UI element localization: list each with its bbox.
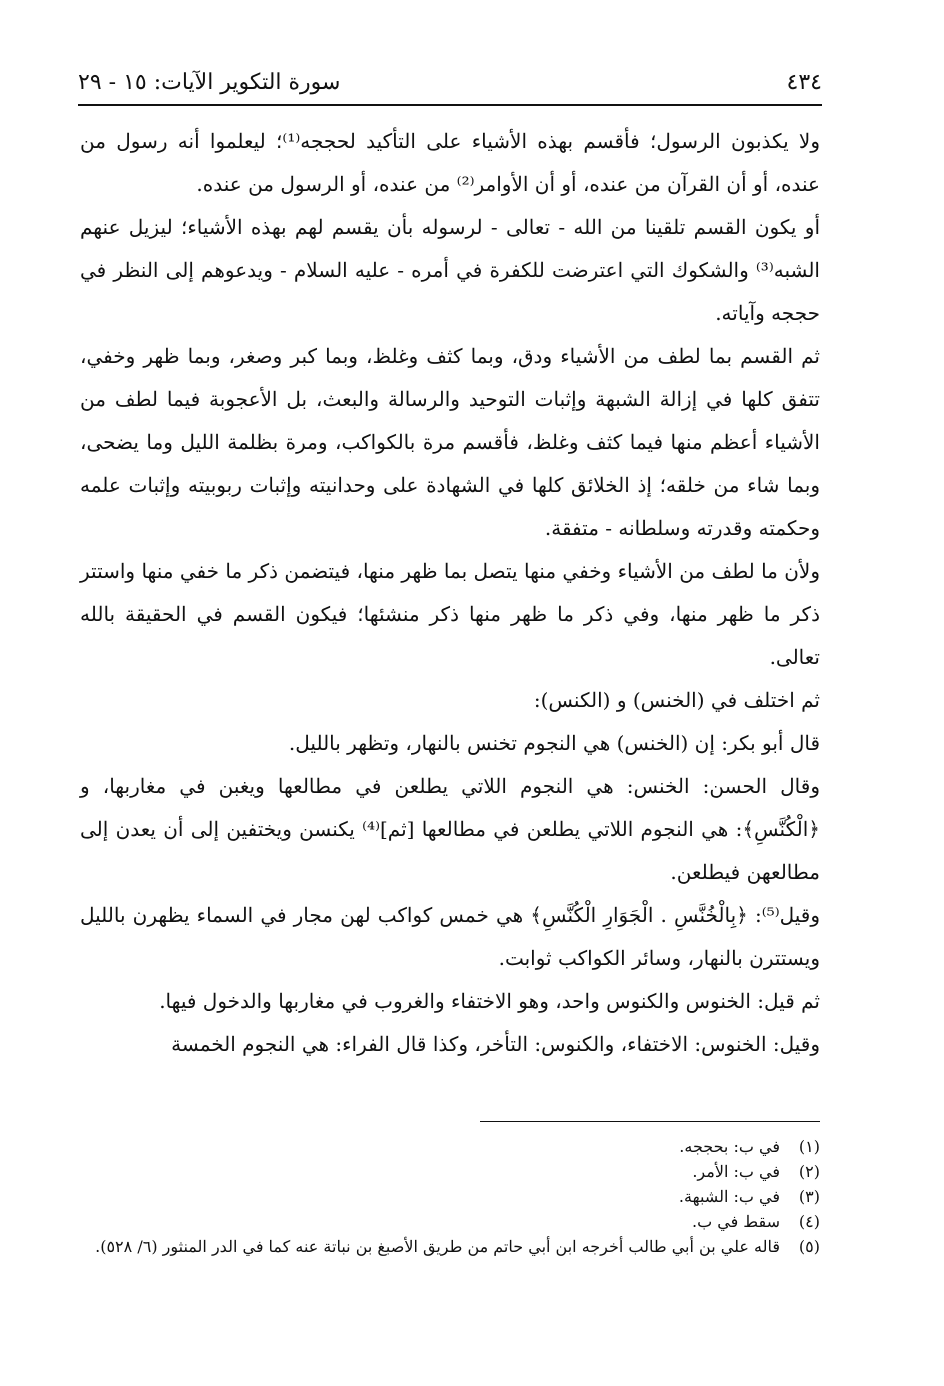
paragraph: ثم قيل: الخنوس والكنوس واحد، وهو الاختفاء والغروب في مغاربها والدخول فيها. xyxy=(159,989,820,1013)
footnote-number: (٥) xyxy=(798,1237,820,1256)
footnote xyxy=(80,1159,820,1184)
footnote xyxy=(80,1209,820,1234)
paragraph: وقال الحسن: الخنس: هي النجوم اللاتي يطلعن في مطالعها ويغبن في مغاربها، و ﴿الْكُنَّسِ﴾: هي النجوم اللاتي يطلعن في مطالعها [ثم]⁽⁴⁾ يكنسن ويختفين إلى أن يعدن إلى مطالعهن فيطلعن. xyxy=(80,774,820,884)
footnote xyxy=(80,1234,820,1259)
paragraph: أو يكون القسم تلقينا من الله - تعالى - لرسوله بأن يقسم لهم بهذه الأشياء؛ ليزيل عنهم الشبه⁽³⁾ والشكوك التي اعترضت للكفرة في أمره - عليه السلام - ويدعوهم إلى النظر في حججه وآياته. xyxy=(80,215,820,325)
footnote-number: (٣) xyxy=(798,1187,820,1206)
running-title: سورة التكوير الآيات: ١٥ - ٢٩ xyxy=(78,69,341,95)
footnote-text: في ب: بحججه. xyxy=(679,1137,780,1156)
paragraph: قال أبو بكر: إن (الخنس) هي النجوم تخنس بالنهار، وتظهر بالليل. xyxy=(288,731,820,755)
footnote-text: قاله علي بن أبي طالب أخرجه ابن أبي حاتم من طريق الأصبغ بن نباتة عنه كما في الدر المنثور (٦/ ٥٢٨). xyxy=(95,1237,780,1256)
footnote-text: سقط في ب. xyxy=(692,1212,780,1231)
footnote-text: في ب: الأمر. xyxy=(692,1162,780,1181)
footnote-text: في ب: الشبهة. xyxy=(678,1187,780,1206)
footnote-number: (١) xyxy=(798,1137,820,1156)
footnote xyxy=(80,1134,820,1159)
page-number: ٤٣٤ xyxy=(786,69,822,95)
paragraph: ولا يكذبون الرسول؛ فأقسم بهذه الأشياء على التأكيد لحججه⁽¹⁾؛ ليعلموا أنه رسول من عنده، أو أن القرآن من عنده، أو أن الأوامر⁽²⁾ من عنده، أو الرسول من عنده. xyxy=(80,129,820,196)
footnote-number: (٤) xyxy=(798,1212,820,1231)
header-rule xyxy=(78,104,822,106)
paragraph: ثم القسم بما لطف من الأشياء ودق، وبما كثف وغلظ، وبما كبر وصغر، وبما ظهر وخفي، تتفق كلها في إزالة الشبهة وإثبات التوحيد والرسالة والبعث، بل الأعجوبة فيما لطف من الأشياء أعظم منها فيما كثف وغلظ، فأقسم مرة بالكواكب، ومرة بظلمة الليل وما يضحى، وبما شاء من خلقه؛ إذ الخلائق كلها في الشهادة على وحدانيته وإثبات ربوبيته وإثبات علمه وحكمته وقدرته وسلطانه - متفقة. xyxy=(80,344,820,540)
body-text xyxy=(80,120,820,1066)
footnote-number: (٢) xyxy=(798,1162,820,1181)
page-header xyxy=(78,62,822,102)
footnote xyxy=(80,1184,820,1209)
footnote-rule xyxy=(480,1121,820,1122)
paragraph: وقيل: الخنوس: الاختفاء، والكنوس: التأخر، وكذا قال الفراء: هي النجوم الخمسة xyxy=(171,1032,820,1056)
footnotes xyxy=(80,1134,820,1259)
paragraph: ولأن ما لطف من الأشياء وخفي منها يتصل بما ظهر منها، فيتضمن ذكر ما خفي منها واستتر ذكر ما ظهر منها، وفي ذكر ما ظهر منها ذكر منشئها؛ فيكون القسم في الحقيقة بالله تعالى. xyxy=(80,559,820,669)
paragraph: ثم اختلف في (الخنس) و (الكنس): xyxy=(533,688,820,712)
paragraph: وقيل⁽⁵⁾: ﴿بِالْخُنَّسِ . الْجَوَارِ الْكُنَّسِ﴾ هي خمس كواكب لهن مجار في السماء يظهرن بالليل ويستترن بالنهار، وسائر الكواكب ثوابت. xyxy=(80,903,820,970)
